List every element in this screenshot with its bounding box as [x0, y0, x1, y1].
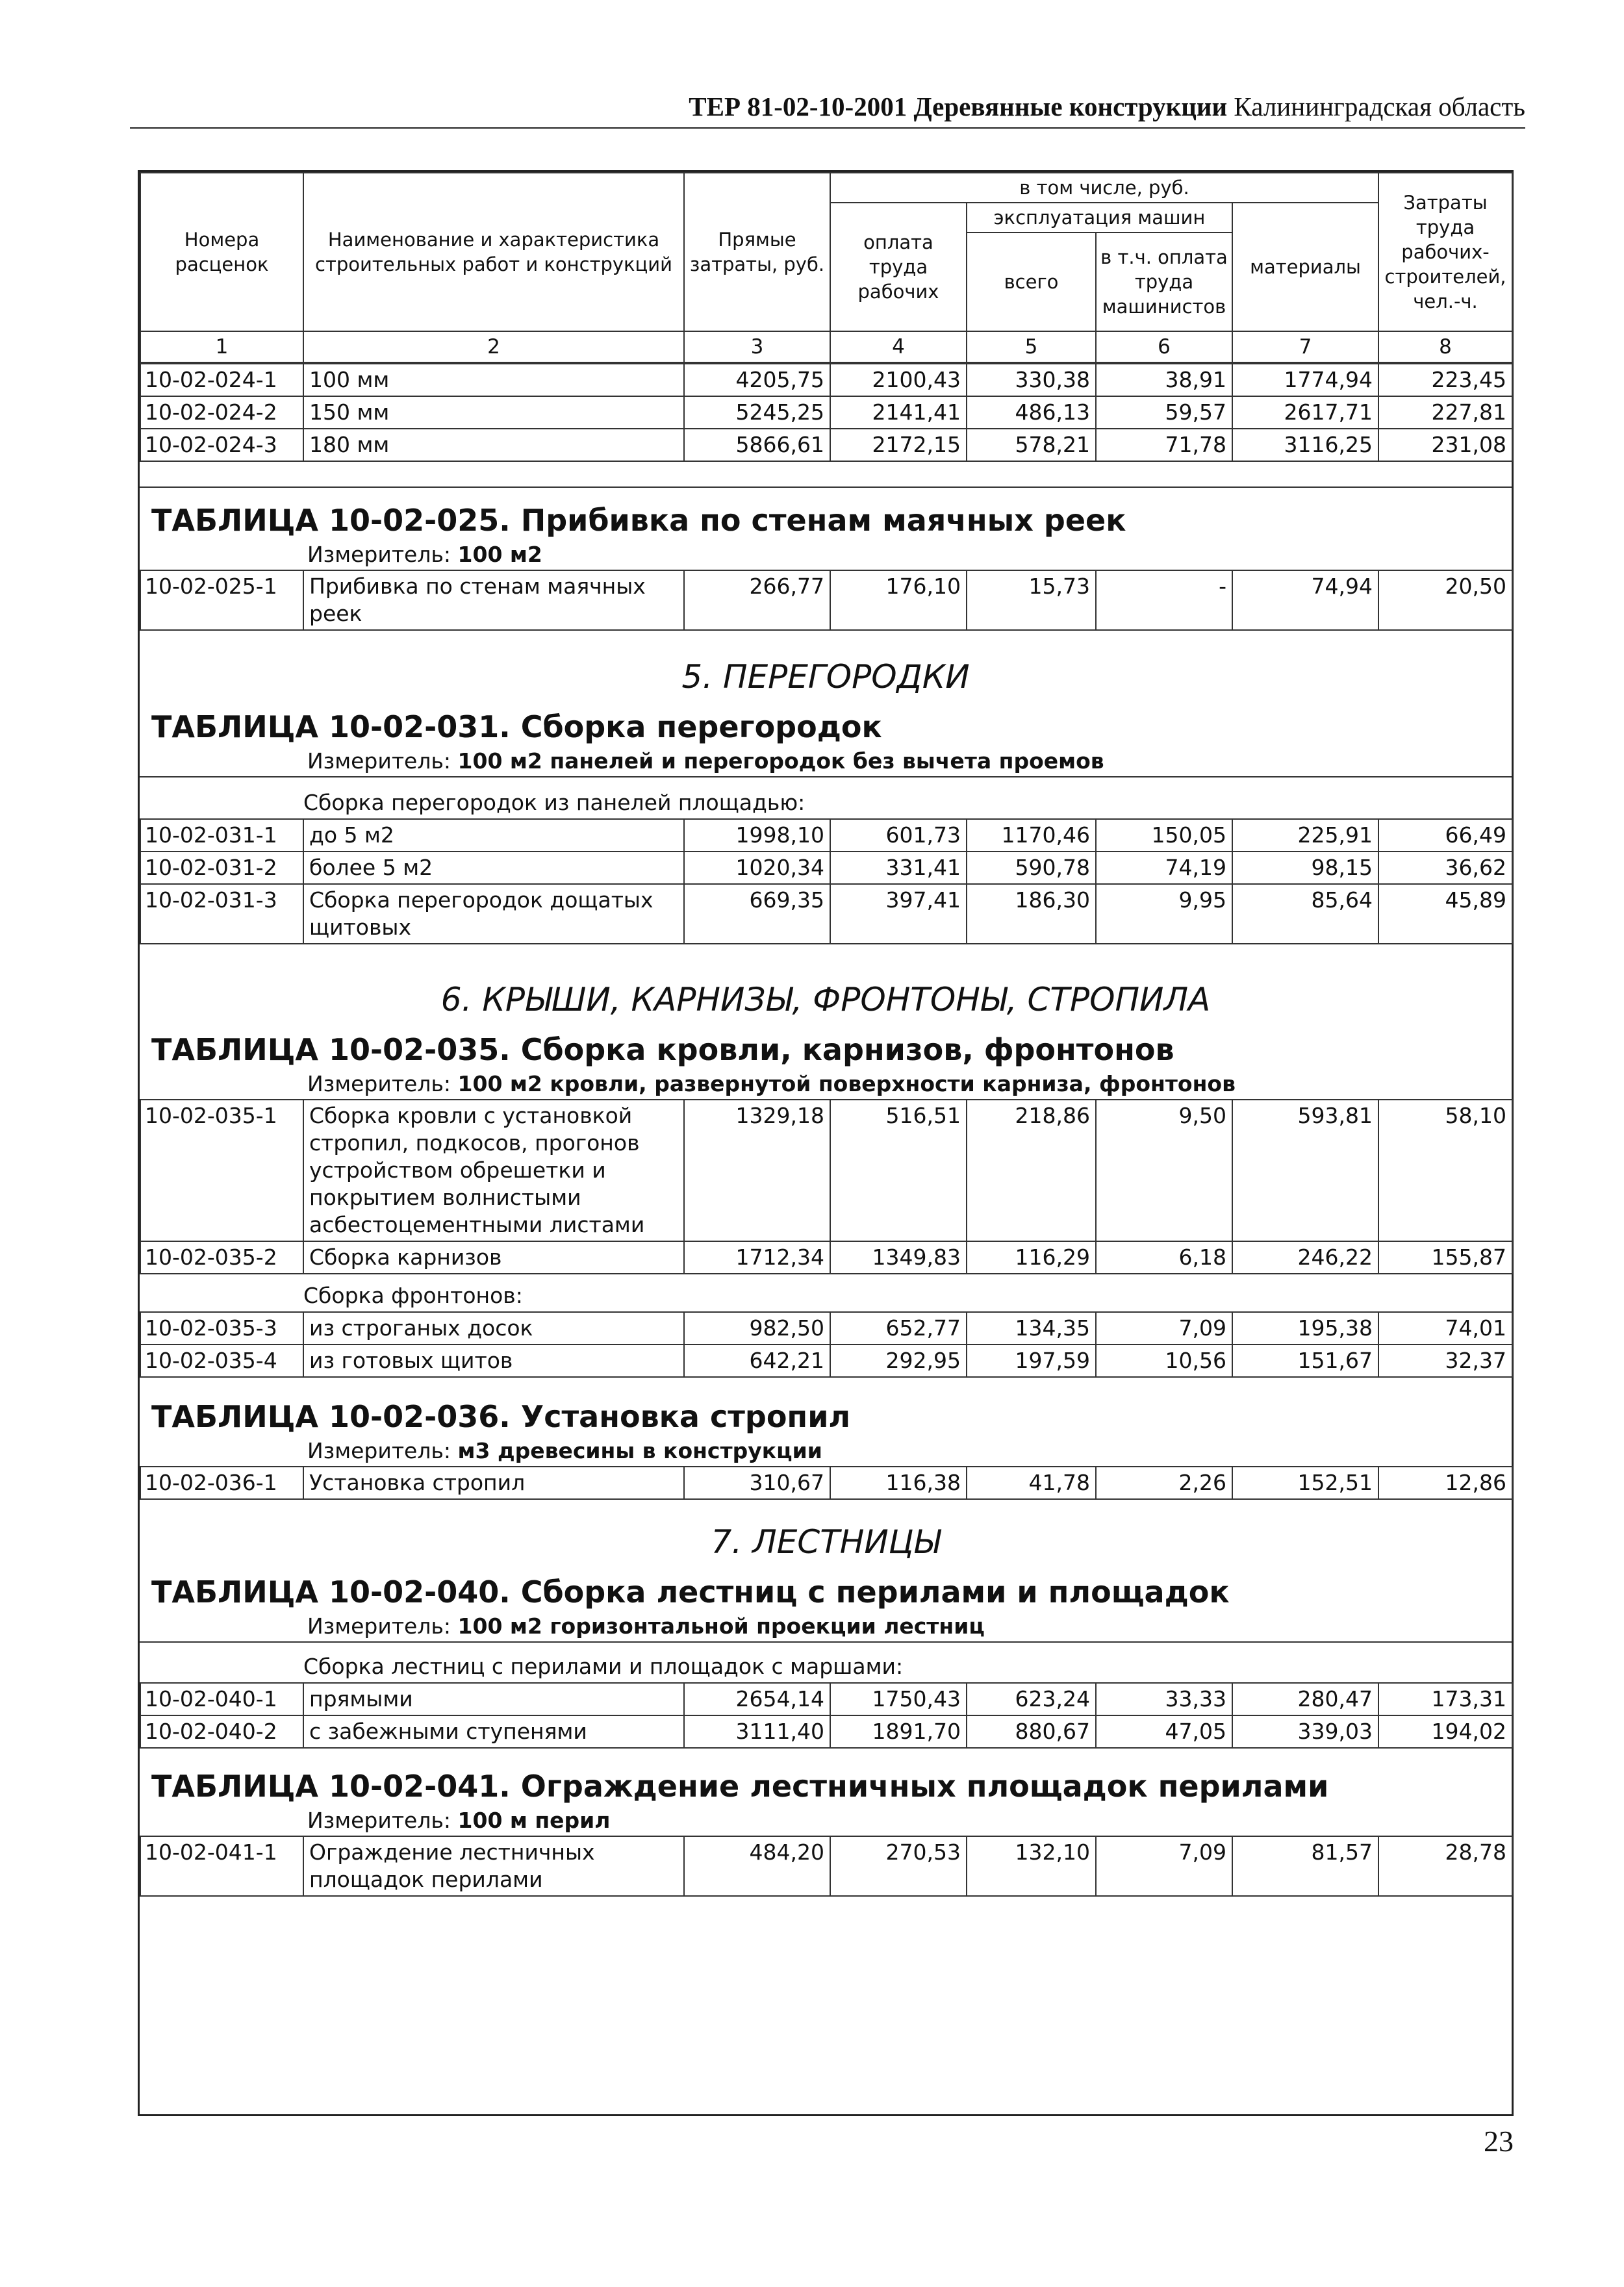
cell-labor: 601,73 — [830, 819, 967, 852]
table-row — [140, 1836, 1512, 1896]
meter-label: Измеритель: — [307, 1613, 451, 1639]
table-row — [140, 364, 1512, 396]
table-row — [140, 1345, 1512, 1377]
cell-direct: 5866,61 — [684, 429, 830, 461]
cell-mat: 3116,25 — [1232, 429, 1378, 461]
cell-machlab: 10,56 — [1096, 1345, 1232, 1377]
cell-mat: 593,81 — [1232, 1100, 1378, 1241]
cell-labor: 397,41 — [830, 884, 967, 944]
col-laborcost: Затраты труда рабочих-строителей, чел.-ч. — [1378, 173, 1512, 331]
meter-label: Измеритель: — [307, 542, 451, 567]
cell-name: прямыми — [303, 1683, 684, 1715]
page-number: 23 — [1484, 2125, 1514, 2158]
cell-code: 10-02-031-2 — [140, 852, 303, 884]
cell-labor: 1891,70 — [830, 1715, 967, 1748]
cell-code: 10-02-035-3 — [140, 1312, 303, 1345]
cell-name: 180 мм — [303, 429, 684, 461]
col-code: Номера расценок — [140, 173, 303, 331]
running-header — [130, 86, 1525, 129]
cell-direct: 642,21 — [684, 1345, 830, 1377]
cell-hours: 32,37 — [1378, 1345, 1512, 1377]
table-title: ТАБЛИЦА 10-02-040. Сборка лестниц с перилами и площадок — [151, 1574, 1230, 1610]
col-index: 1 — [140, 331, 303, 362]
table-025-rows — [140, 570, 1513, 631]
table-row — [140, 396, 1512, 429]
cell-direct: 310,67 — [684, 1467, 830, 1499]
cell-direct: 3111,40 — [684, 1715, 830, 1748]
cell-name: Сборка кровли с установкой стропил, подкосов, прогонов устройством обрешетки и покрытием волнистыми асбестоцементными листами — [303, 1100, 684, 1241]
table-row — [140, 852, 1512, 884]
cell-mach: 486,13 — [967, 396, 1096, 429]
cell-labor: 270,53 — [830, 1836, 967, 1896]
cell-name: с забежными ступенями — [303, 1715, 684, 1748]
table-row — [140, 884, 1512, 944]
cell-code: 10-02-025-1 — [140, 570, 303, 630]
cell-code: 10-02-035-2 — [140, 1241, 303, 1274]
cell-mach: 15,73 — [967, 570, 1096, 630]
table-title: ТАБЛИЦА 10-02-035. Сборка кровли, карнизов, фронтонов — [151, 1032, 1174, 1067]
table-035 — [140, 1030, 1512, 1378]
cell-mat: 225,91 — [1232, 819, 1378, 852]
cell-mat: 195,38 — [1232, 1312, 1378, 1345]
meter — [140, 540, 1512, 570]
table-036 — [140, 1397, 1512, 1500]
section-title: 6. КРЫШИ, КАРНИЗЫ, ФРОНТОНЫ, СТРОПИЛА — [440, 981, 1211, 1018]
table-035-rows-2 — [140, 1311, 1513, 1378]
table-025 — [140, 486, 1512, 631]
table-041-rows — [140, 1836, 1513, 1897]
table-title: ТАБЛИЦА 10-02-031. Сборка перегородок — [151, 709, 882, 744]
meter-value: 100 м перил — [457, 1808, 611, 1833]
cell-mat: 339,03 — [1232, 1715, 1378, 1748]
cell-direct: 1020,34 — [684, 852, 830, 884]
cell-code: 10-02-035-1 — [140, 1100, 303, 1241]
meter-value: м3 древесины в конструкции — [457, 1438, 822, 1463]
col-machines-total: всего — [967, 233, 1096, 331]
col-incl: в том числе, руб. — [830, 173, 1378, 203]
cell-mach: 132,10 — [967, 1836, 1096, 1896]
table-035-rows — [140, 1099, 1513, 1274]
table-040-rows — [140, 1682, 1513, 1749]
cell-code: 10-02-024-3 — [140, 429, 303, 461]
cell-mach: 186,30 — [967, 884, 1096, 944]
table-row — [140, 1100, 1512, 1241]
cell-machlab: 74,19 — [1096, 852, 1232, 884]
meter-label: Измеритель: — [307, 1808, 451, 1833]
cell-mat: 74,94 — [1232, 570, 1378, 630]
cell-machlab: 7,09 — [1096, 1312, 1232, 1345]
table-row — [140, 1241, 1512, 1274]
section-title: 7. ЛЕСТНИЦЫ — [711, 1523, 941, 1561]
cell-name: Прибивка по стенам маячных реек — [303, 570, 684, 630]
cell-mach: 1170,46 — [967, 819, 1096, 852]
col-index: 3 — [684, 331, 830, 362]
header-code: ТЕР 81-02-10-2001 — [689, 92, 907, 121]
table-title: ТАБЛИЦА 10-02-041. Ограждение лестничных площадок перилами — [151, 1769, 1329, 1804]
cell-direct: 982,50 — [684, 1312, 830, 1345]
meter-label: Измеритель: — [307, 748, 451, 774]
cell-direct: 1998,10 — [684, 819, 830, 852]
cell-code: 10-02-024-1 — [140, 364, 303, 396]
cell-hours: 194,02 — [1378, 1715, 1512, 1748]
cell-machlab: 9,95 — [1096, 884, 1232, 944]
cell-hours: 58,10 — [1378, 1100, 1512, 1241]
cell-hours: 173,31 — [1378, 1683, 1512, 1715]
cell-mat: 152,51 — [1232, 1467, 1378, 1499]
meter — [140, 1611, 1512, 1641]
table-031-rows — [140, 818, 1513, 944]
col-name: Наименование и характеристика строительных работ и конструкций — [303, 173, 684, 331]
column-index-row — [140, 331, 1512, 362]
table-title: ТАБЛИЦА 10-02-036. Установка стропил — [151, 1399, 851, 1434]
meter-value: 100 м2 панелей и перегородок без вычета проемов — [457, 748, 1104, 774]
cell-hours: 36,62 — [1378, 852, 1512, 884]
cell-machlab: 2,26 — [1096, 1467, 1232, 1499]
cell-name: более 5 м2 — [303, 852, 684, 884]
cell-hours: 28,78 — [1378, 1836, 1512, 1896]
cell-code: 10-02-035-4 — [140, 1345, 303, 1377]
cell-machlab: - — [1096, 570, 1232, 630]
meter-value: 100 м2 горизонтальной проекции лестниц — [457, 1613, 985, 1639]
cell-hours: 223,45 — [1378, 364, 1512, 396]
cell-hours: 12,86 — [1378, 1467, 1512, 1499]
cell-hours: 231,08 — [1378, 429, 1512, 461]
cell-labor: 516,51 — [830, 1100, 967, 1241]
meter — [140, 1806, 1512, 1836]
col-direct: Прямые затраты, руб. — [684, 173, 830, 331]
cell-code: 10-02-041-1 — [140, 1836, 303, 1896]
cell-name: 150 мм — [303, 396, 684, 429]
meter — [140, 746, 1512, 776]
table-row — [140, 1683, 1512, 1715]
cell-mach: 623,24 — [967, 1683, 1096, 1715]
cell-name: из готовых щитов — [303, 1345, 684, 1377]
cell-machlab: 71,78 — [1096, 429, 1232, 461]
col-machines: эксплуатация машин — [967, 203, 1232, 233]
cell-labor: 331,41 — [830, 852, 967, 884]
cell-direct: 2654,14 — [684, 1683, 830, 1715]
cell-direct: 669,35 — [684, 884, 830, 944]
table-title: ТАБЛИЦА 10-02-025. Прибивка по стенам маячных реек — [151, 503, 1126, 538]
meter-value: 100 м2 — [457, 542, 542, 567]
table-031 — [140, 707, 1512, 944]
cell-mach: 590,78 — [967, 852, 1096, 884]
col-index: 2 — [303, 331, 684, 362]
cell-direct: 1712,34 — [684, 1241, 830, 1274]
col-materials: материалы — [1232, 203, 1378, 331]
table-row — [140, 570, 1512, 630]
table-row — [140, 1467, 1512, 1499]
cell-machlab: 6,18 — [1096, 1241, 1232, 1274]
table-row — [140, 1312, 1512, 1345]
col-index: 5 — [967, 331, 1096, 362]
cell-name: Сборка перегородок дощатых щитовых — [303, 884, 684, 944]
cell-hours: 66,49 — [1378, 819, 1512, 852]
table-041 — [140, 1767, 1512, 1897]
cell-machlab: 150,05 — [1096, 819, 1232, 852]
cell-mat: 280,47 — [1232, 1683, 1378, 1715]
cell-mat: 85,64 — [1232, 884, 1378, 944]
cell-hours: 155,87 — [1378, 1241, 1512, 1274]
meter-value: 100 м2 кровли, развернутой поверхности карниза, фронтонов — [457, 1071, 1236, 1096]
cell-mach: 116,29 — [967, 1241, 1096, 1274]
col-machines-labor: в т.ч. оплата труда машинистов — [1096, 233, 1232, 331]
cell-hours: 45,89 — [1378, 884, 1512, 944]
cell-hours: 74,01 — [1378, 1312, 1512, 1345]
meter — [140, 1069, 1512, 1099]
table-row — [140, 429, 1512, 461]
estimate-frame — [138, 170, 1514, 2116]
col-index: 6 — [1096, 331, 1232, 362]
cell-labor: 292,95 — [830, 1345, 967, 1377]
table-row — [140, 1715, 1512, 1748]
cell-machlab: 38,91 — [1096, 364, 1232, 396]
subheading: Сборка лестниц с перилами и площадок с маршами: — [303, 1654, 904, 1679]
cell-machlab: 59,57 — [1096, 396, 1232, 429]
cell-mach: 578,21 — [967, 429, 1096, 461]
cell-code: 10-02-036-1 — [140, 1467, 303, 1499]
cell-name: Ограждение лестничных площадок перилами — [303, 1836, 684, 1896]
cell-mat: 81,57 — [1232, 1836, 1378, 1896]
meter — [140, 1436, 1512, 1466]
cell-mach: 134,35 — [967, 1312, 1096, 1345]
cell-labor: 2172,15 — [830, 429, 967, 461]
column-header — [140, 172, 1513, 363]
cell-mach: 218,86 — [967, 1100, 1096, 1241]
cell-mat: 151,67 — [1232, 1345, 1378, 1377]
cell-labor: 116,38 — [830, 1467, 967, 1499]
col-labor: оплата труда рабочих — [830, 203, 967, 331]
cell-machlab: 47,05 — [1096, 1715, 1232, 1748]
cell-mach: 197,59 — [967, 1345, 1096, 1377]
cell-code: 10-02-040-1 — [140, 1683, 303, 1715]
subheading: Сборка перегородок из панелей площадью: — [303, 790, 806, 815]
cell-direct: 4205,75 — [684, 364, 830, 396]
cell-direct: 5245,25 — [684, 396, 830, 429]
cell-labor: 2141,41 — [830, 396, 967, 429]
cell-labor: 1750,43 — [830, 1683, 967, 1715]
cell-labor: 2100,43 — [830, 364, 967, 396]
cell-direct: 1329,18 — [684, 1100, 830, 1241]
cell-code: 10-02-040-2 — [140, 1715, 303, 1748]
cell-code: 10-02-031-1 — [140, 819, 303, 852]
cell-mat: 246,22 — [1232, 1241, 1378, 1274]
meter-label: Измеритель: — [307, 1071, 451, 1096]
cell-hours: 20,50 — [1378, 570, 1512, 630]
col-index: 8 — [1378, 331, 1512, 362]
cell-code: 10-02-024-2 — [140, 396, 303, 429]
cell-machlab: 7,09 — [1096, 1836, 1232, 1896]
cell-name: 100 мм — [303, 364, 684, 396]
cell-labor: 652,77 — [830, 1312, 967, 1345]
cell-labor: 176,10 — [830, 570, 967, 630]
header-region: Калининградская область — [1234, 92, 1525, 121]
cell-name: из строганых досок — [303, 1312, 684, 1345]
cell-mat: 1774,94 — [1232, 364, 1378, 396]
table-040 — [140, 1573, 1512, 1749]
cell-mach: 880,67 — [967, 1715, 1096, 1748]
cell-name: Сборка карнизов — [303, 1241, 684, 1274]
cell-mat: 2617,71 — [1232, 396, 1378, 429]
table-036-rows — [140, 1466, 1513, 1500]
table-row — [140, 819, 1512, 852]
cell-mach: 41,78 — [967, 1467, 1096, 1499]
meter-label: Измеритель: — [307, 1438, 451, 1463]
cell-machlab: 9,50 — [1096, 1100, 1232, 1241]
cell-mach: 330,38 — [967, 364, 1096, 396]
header-title: Деревянные конструкции — [913, 92, 1228, 121]
section-title: 5. ПЕРЕГОРОДКИ — [681, 658, 970, 696]
col-index: 7 — [1232, 331, 1378, 362]
cell-code: 10-02-031-3 — [140, 884, 303, 944]
cell-labor: 1349,83 — [830, 1241, 967, 1274]
table-024-rows — [140, 363, 1513, 462]
cell-name: до 5 м2 — [303, 819, 684, 852]
cell-machlab: 33,33 — [1096, 1683, 1232, 1715]
subheading: Сборка фронтонов: — [303, 1283, 523, 1308]
cell-direct: 484,20 — [684, 1836, 830, 1896]
cell-direct: 266,77 — [684, 570, 830, 630]
cell-mat: 98,15 — [1232, 852, 1378, 884]
cell-name: Установка стропил — [303, 1467, 684, 1499]
cell-hours: 227,81 — [1378, 396, 1512, 429]
col-index: 4 — [830, 331, 967, 362]
